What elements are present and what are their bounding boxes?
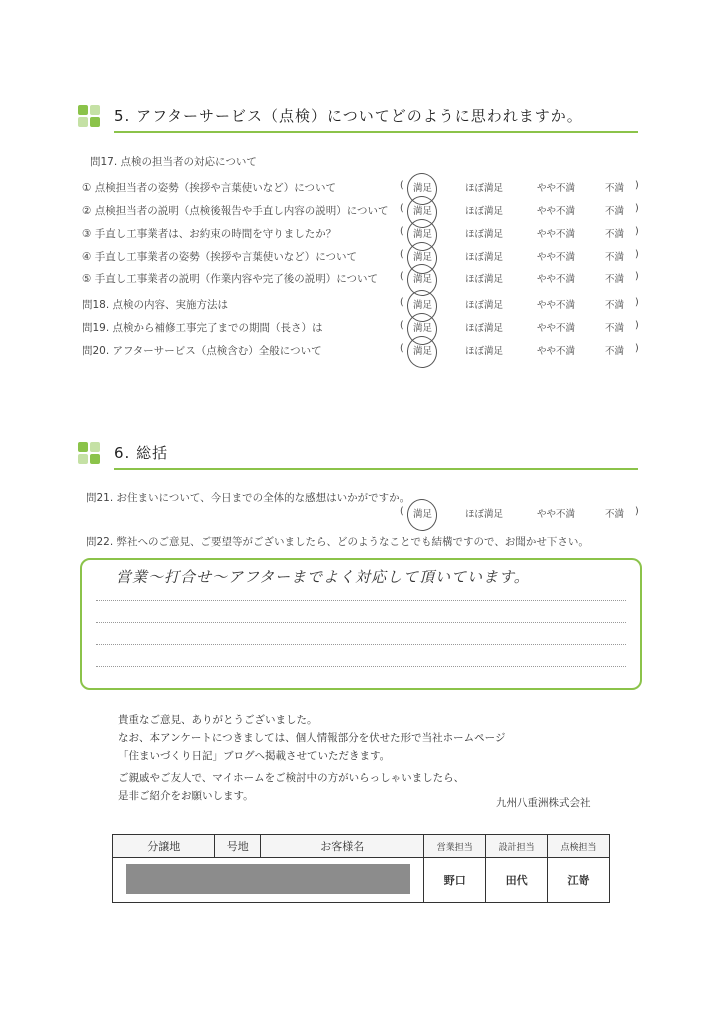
option-somewhat-dissatisfied[interactable]: やや不満 [537, 183, 576, 194]
option-dissatisfied[interactable]: 不満 [605, 183, 625, 194]
section6-header [78, 440, 638, 470]
table-header: 点検担当 [548, 835, 610, 858]
section5-title: 5. アフターサービス（点検）についてどのように思われますか。 [114, 107, 583, 125]
dotted-line [96, 666, 626, 667]
option-somewhat-dissatisfied[interactable]: やや不満 [537, 252, 576, 263]
q21-options-row: ( 満足 ほぼ満足 やや不満 不満 ) [82, 506, 642, 524]
customer-info-table [112, 834, 610, 903]
table-header: 営業担当 [424, 835, 486, 858]
option-dissatisfied[interactable]: 不満 [605, 346, 625, 357]
q22-question: 問22. 弊社へのご意見、ご要望等がございましたら、どのようなことでも結構ですので、お聞かせ下さい。 [86, 536, 589, 548]
option-mostly-satisfied[interactable]: ほぼ満足 [465, 206, 504, 217]
section-rule [114, 468, 638, 470]
option-satisfied[interactable]: 満足 [413, 206, 433, 217]
question-row: ① 点検担当者の姿勢（挨拶や言葉使いなど）について ( 満足 ほぼ満足 やや不満 不満 ) [82, 180, 642, 198]
table-header: 号地 [215, 835, 261, 858]
design-staff: 田代 [486, 858, 548, 903]
handwritten-comment: 営業〜打合せ〜アフターまでよく対応して頂いています。 [116, 568, 530, 586]
option-dissatisfied[interactable]: 不満 [605, 300, 625, 311]
option-somewhat-dissatisfied[interactable]: やや不満 [537, 206, 576, 217]
section6-title: 6. 総括 [114, 444, 169, 462]
question-text: ① 点検担当者の姿勢（挨拶や言葉使いなど）について [82, 182, 337, 194]
thanks-line: ご親戚やご友人で、マイホームをご検討中の方がいらっしゃいましたら、 [118, 772, 465, 784]
option-somewhat-dissatisfied[interactable]: やや不満 [537, 229, 576, 240]
question-row: ④ 手直し工事業者の姿勢（挨拶や言葉使いなど）について ( 満足 ほぼ満足 やや不満 不満 ) [82, 249, 642, 267]
question-row: 問20. アフターサービス（点検含む）全般について ( 満足 ほぼ満足 やや不満 不満 ) [82, 343, 642, 361]
option-mostly-satisfied[interactable]: ほぼ満足 [465, 300, 504, 311]
question-text: 問19. 点検から補修工事完了までの期間（長さ）は [82, 322, 323, 334]
redacted-customer-cell [113, 858, 424, 903]
q21-option[interactable]: 満足 [413, 509, 433, 520]
section-leaf-icon [78, 105, 102, 129]
section-rule [114, 131, 638, 133]
option-mostly-satisfied[interactable]: ほぼ満足 [465, 183, 504, 194]
option-mostly-satisfied[interactable]: ほぼ満足 [465, 252, 504, 263]
option-dissatisfied[interactable]: 不満 [605, 229, 625, 240]
question-row: ⑤ 手直し工事業者の説明（作業内容や完了後の説明）について ( 満足 ほぼ満足 やや不満 不満 ) [82, 271, 642, 289]
dotted-line [96, 600, 626, 601]
question-row: 問19. 点検から補修工事完了までの期間（長さ）は ( 満足 ほぼ満足 やや不満 不満 ) [82, 320, 642, 338]
option-somewhat-dissatisfied[interactable]: やや不満 [537, 323, 576, 334]
question-row: ② 点検担当者の説明（点検後報告や手直し内容の説明）について ( 満足 ほぼ満足 やや不満 不満 ) [82, 203, 642, 221]
option-mostly-satisfied[interactable]: ほぼ満足 [465, 323, 504, 334]
question-text: 問18. 点検の内容、実施方法は [82, 299, 229, 311]
inspection-staff: 江嵜 [548, 858, 610, 903]
option-dissatisfied[interactable]: 不満 [605, 252, 625, 263]
section5-header [78, 103, 638, 133]
question-row: 問18. 点検の内容、実施方法は ( 満足 ほぼ満足 やや不満 不満 ) [82, 297, 642, 315]
option-somewhat-dissatisfied[interactable]: やや不満 [537, 346, 576, 357]
thanks-line: 是非ご紹介をお願いします。 [118, 790, 254, 802]
option-somewhat-dissatisfied[interactable]: やや不満 [537, 274, 576, 285]
question-text: ④ 手直し工事業者の姿勢（挨拶や言葉使いなど）について [82, 251, 358, 263]
sales-staff: 野口 [424, 858, 486, 903]
option-dissatisfied[interactable]: 不満 [605, 206, 625, 217]
option-mostly-satisfied[interactable]: ほぼ満足 [465, 229, 504, 240]
dotted-line [96, 644, 626, 645]
question-text: ⑤ 手直し工事業者の説明（作業内容や完了後の説明）について [82, 273, 379, 285]
option-dissatisfied[interactable]: 不満 [605, 323, 625, 334]
option-satisfied[interactable]: 満足 [413, 323, 433, 334]
option-satisfied[interactable]: 満足 [413, 274, 433, 285]
thanks-line: 「住まいづくり日記」ブログへ掲載させていただきます。 [118, 750, 391, 762]
option-satisfied[interactable]: 満足 [413, 300, 433, 311]
question-text: ③ 手直し工事業者は、お約束の時間を守りましたか？ [82, 228, 337, 240]
table-header: お客様名 [261, 835, 424, 858]
q17-heading: 問17. 点検の担当者の対応について [90, 156, 257, 168]
redaction-block [126, 864, 410, 894]
q21-option[interactable]: 不満 [605, 509, 625, 520]
section-leaf-icon [78, 442, 102, 466]
option-satisfied[interactable]: 満足 [413, 252, 433, 263]
option-satisfied[interactable]: 満足 [413, 229, 433, 240]
thanks-line: 貴重なご意見、ありがとうございました。 [118, 714, 318, 726]
question-text: ② 点検担当者の説明（点検後報告や手直し内容の説明）について [82, 205, 389, 217]
option-somewhat-dissatisfied[interactable]: やや不満 [537, 300, 576, 311]
comment-box[interactable] [80, 558, 642, 690]
option-dissatisfied[interactable]: 不満 [605, 274, 625, 285]
q21-option[interactable]: ほぼ満足 [465, 509, 504, 520]
company-name: 九州八重洲株式会社 [496, 797, 591, 809]
option-satisfied[interactable]: 満足 [413, 183, 433, 194]
dotted-line [96, 622, 626, 623]
question-row: ③ 手直し工事業者は、お約束の時間を守りましたか？ ( 満足 ほぼ満足 やや不満 不満 ) [82, 226, 642, 244]
option-mostly-satisfied[interactable]: ほぼ満足 [465, 346, 504, 357]
option-satisfied[interactable]: 満足 [413, 346, 433, 357]
thanks-line: なお、本アンケートにつきましては、個人情報部分を伏せた形で当社ホームページ [118, 732, 506, 744]
option-mostly-satisfied[interactable]: ほぼ満足 [465, 274, 504, 285]
question-text: 問20. アフターサービス（点検含む）全般について [82, 345, 322, 357]
q21-option[interactable]: やや不満 [537, 509, 576, 520]
table-header: 分譲地 [113, 835, 215, 858]
q21-question: 問21. お住まいについて、今日までの全体的な感想はいかがですか。 [86, 492, 411, 504]
table-header: 設計担当 [486, 835, 548, 858]
